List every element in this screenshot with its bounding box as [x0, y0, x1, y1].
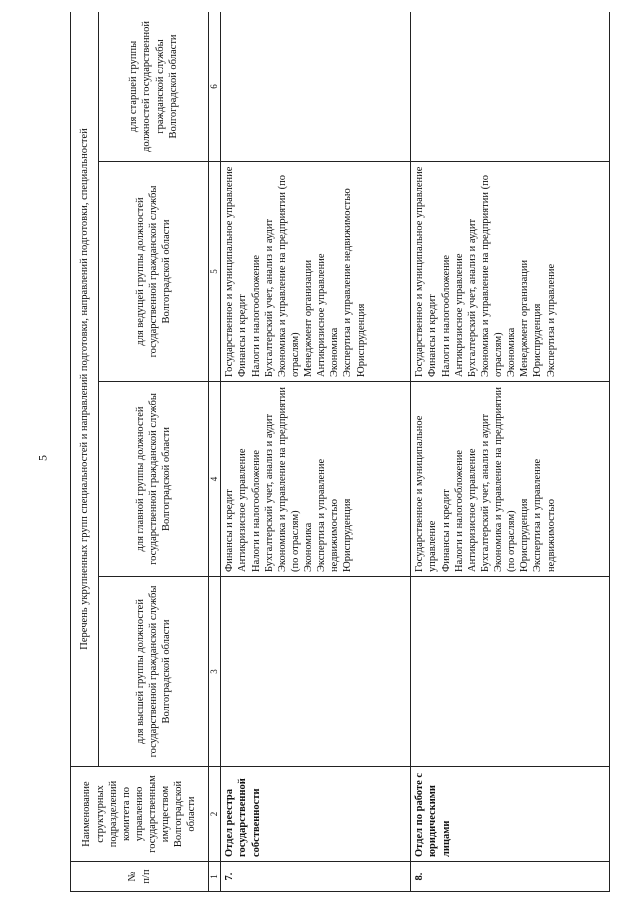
specialty-item: Налоги и налогообложение [250, 449, 262, 572]
index-cell: 3 [209, 577, 221, 767]
specialty-item: Антикризисное управление [237, 448, 249, 572]
specialty-item: Юриспруденция [519, 498, 531, 572]
index-cell: 4 [209, 382, 221, 577]
specialty-item: Юриспруденция [532, 303, 544, 377]
cell-col-senior [411, 12, 610, 162]
header-name: Наименование структурных подразделений комитета по управлению государственным имуществом Волгоградской области [71, 767, 209, 862]
specialty-item: Экспертиза и управление недвижимостью [342, 188, 354, 377]
header-num: № п/п [71, 862, 209, 892]
specialty-item: Антикризисное управление [466, 448, 478, 572]
row-num: 8. [411, 862, 610, 892]
index-cell: 1 [209, 862, 221, 892]
cell-col-senior [221, 12, 411, 162]
header-col-main: для главной группы должностей государственной гражданской службы Волгоградской области [99, 382, 209, 577]
index-row [209, 12, 221, 892]
specialty-item: Бухгалтерский учет, анализ и аудит [466, 218, 478, 377]
specialty-item: Бухгалтерский учет, анализ и аудит [263, 218, 275, 377]
specialty-item: Экономика и управление на предприятии (по отраслям) [479, 175, 504, 377]
specialty-item: Финансы и кредит [224, 489, 236, 572]
specialty-item: Антикризисное управление [316, 253, 328, 377]
cell-col-higher [411, 577, 610, 767]
specialty-item: Бухгалтерский учет, анализ и аудит [263, 413, 275, 572]
specialty-item: Государственное и муниципальное управление [224, 166, 236, 377]
row-name: Отдел по работе с юридическими лицами [411, 767, 610, 862]
header-col-senior: для старшей группы должностей государственной гражданской службы Волгоградской области [99, 12, 209, 162]
specialty-item: Юриспруденция [342, 498, 354, 572]
index-cell: 2 [209, 767, 221, 862]
index-cell: 5 [209, 162, 221, 382]
specialty-item: Финансы и кредит [237, 294, 249, 377]
row-num: 7. [221, 862, 411, 892]
specialty-item: Государственное и муниципальное управление [414, 166, 426, 377]
specialty-item: Финансы и кредит [440, 489, 452, 572]
header-col-higher: для высшей группы должностей государственной гражданской службы Волгоградской области [99, 577, 209, 767]
specialty-item: Финансы и кредит [427, 294, 439, 377]
specialty-item: Экспертиза и управление [545, 263, 557, 377]
specialty-item: Экономика [506, 327, 518, 377]
cell-col-main [221, 382, 411, 577]
index-cell: 6 [209, 12, 221, 162]
header-col-leading: для ведущей группы должностей государственной гражданской службы Волгоградской области [99, 162, 209, 382]
specialty-item: Налоги и налогообложение [440, 254, 452, 377]
table-row [411, 12, 610, 892]
specialty-item: Экономика [329, 327, 341, 377]
specialty-item: Антикризисное управление [453, 253, 465, 377]
table-row [221, 12, 411, 892]
specialty-item: Экспертиза и управление недвижимостью [316, 458, 341, 572]
specialties-table [70, 12, 610, 892]
specialty-item: Экономика и управление на предприятии (по отраслям) [493, 387, 518, 572]
specialty-item: Экономика и управление на предприятии (по отраслям) [276, 175, 301, 377]
row-name: Отдел реестра государственной собственности [221, 767, 411, 862]
specialty-item: Экономика [303, 522, 314, 572]
table-wrapper [70, 12, 610, 892]
specialty-item: Юриспруденция [355, 303, 367, 377]
page-number: 5 [35, 455, 50, 461]
specialty-item: Налоги и налогообложение [250, 254, 262, 377]
specialty-item: Менеджмент организации [519, 259, 531, 377]
cell-col-leading [221, 162, 411, 382]
specialty-item: Менеджмент организации [303, 259, 314, 377]
cell-col-main [411, 382, 610, 577]
specialty-item: Бухгалтерский учет, анализ и аудит [479, 413, 491, 572]
header-group-title: Перечень укрупненных групп специальностей и направлений подготовки, направлений подготовки, специальностей [71, 12, 99, 767]
specialty-item: Налоги и налогообложение [453, 449, 465, 572]
specialty-item: Государственное и муниципальное управление [414, 415, 439, 572]
cell-col-leading [411, 162, 610, 382]
specialty-item: Экспертиза и управление недвижимостью [532, 458, 557, 572]
cell-col-higher [221, 577, 411, 767]
specialty-item: Экономика и управление на предприятии (по отраслям) [276, 387, 301, 572]
